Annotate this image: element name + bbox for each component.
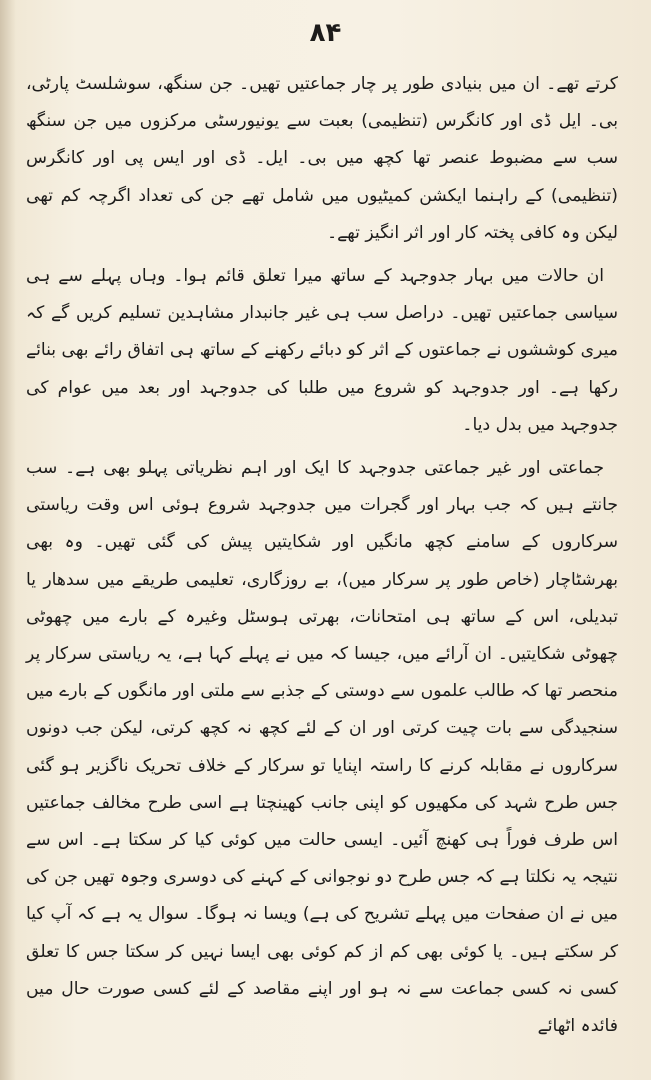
binding-shadow (0, 0, 16, 1080)
body-text (26, 66, 618, 1051)
paragraph-1: کرتے تھے۔ ان میں بنیادی طور پر چار جماعتیں تھیں۔ جن سنگھ، سوشلسٹ پارٹی، بی۔ ایل ڈی اور کانگرس (تنظیمی) بعبت سے یونیورسٹی مرکزوں میں جن سنگھ سب سے مضبوط عنصر تھا کچھ میں بی۔ ایل۔ ڈی اور ایس پی اور کانگرس (تنظیمی) کے راہنما ایکشن کمیٹیوں میں شامل تھے جن کی تعداد اگرچہ کم تھی لیکن وہ کافی پختہ کار اور اثر انگیز تھے۔ (26, 74, 618, 243)
page-number: ۸۴ (309, 18, 342, 48)
paragraph-3: جماعتی اور غیر جماعتی جدوجہد کا ایک اور اہم نظریاتی پہلو بھی ہے۔ سب جانتے ہیں کہ جب بہار اور گجرات میں جدوجہد شروع ہوئی اس وقت ریاستی سرکاروں کے سامنے کچھ مانگیں اور شکایتیں پیش کی گئی تھیں۔ وہ بھی بھرشٹاچار (خاص طور پر سرکار میں)، بے روزگاری، تعلیمی طریقے میں سدھار یا تبدیلی، اس کے ساتھ ہی امتحانات، بھرتی ہوسٹل وغیرہ کے بارے میں چھوٹی چھوٹی شکایتیں۔ ان آرائے میں، جیسا کہ میں نے پہلے کہا ہے، یہ ریاستی سرکار پر منحصر تھا کہ طالب علموں سے دوستی کے جذبے سے ملتی اور مانگوں کے بارے میں سنجیدگی سے بات چیت کرتی اور ان کے لئے کچھ نہ کچھ کرتی، لیکن جب دونوں سرکاروں نے مقابلہ کرنے کا راستہ اپنایا تو سرکار کے خلاف تحریک ناگزیر ہو گئی جس طرح شہد کی مکھیوں کو اپنی جانب کھینچتا ہے اسی طرح مخالف جماعتیں اس طرف فوراً ہی کھنچ آئیں۔ ایسی حالت میں کوئی کیا کر سکتا ہے۔ اس سے نتیجہ یہ نکلتا ہے کہ جس طرح دو نوجوانی کے کہنے کی دوسری وجوہ تھیں جن کی میں نے ان صفحات میں پہلے تشریح کی ہے) ویسا نہ ہوگا۔ سوال یہ ہے کہ آپ کیا کر سکتے ہیں۔ یا کوئی بھی کم از کم کوئی بھی ایسا نہیں کر سکتا جس کا تعلق کسی نہ کسی جماعت سے نہ ہو اور اپنے مقاصد کے لئے کسی صورت حال میں فائدہ اٹھائے (26, 458, 618, 1037)
paragraph-2: ان حالات میں بہار جدوجہد کے ساتھ میرا تعلق قائم ہوا۔ وہاں پہلے سے ہی سیاسی جماعتیں تھیں۔ دراصل سب ہی غیر جانبدار مشاہدین تسلیم کریں گے کہ میری کوششوں نے جماعتوں کے اثر کو دبائے رکھنے کے ساتھ ہی اتفاق رائے بھی بنائے رکھا ہے۔ اور جدوجہد کو شروع میں طلبا کی جدوجہد اور بعد میں عوام کی جدوجہد میں بدل دیا۔ (26, 266, 618, 435)
